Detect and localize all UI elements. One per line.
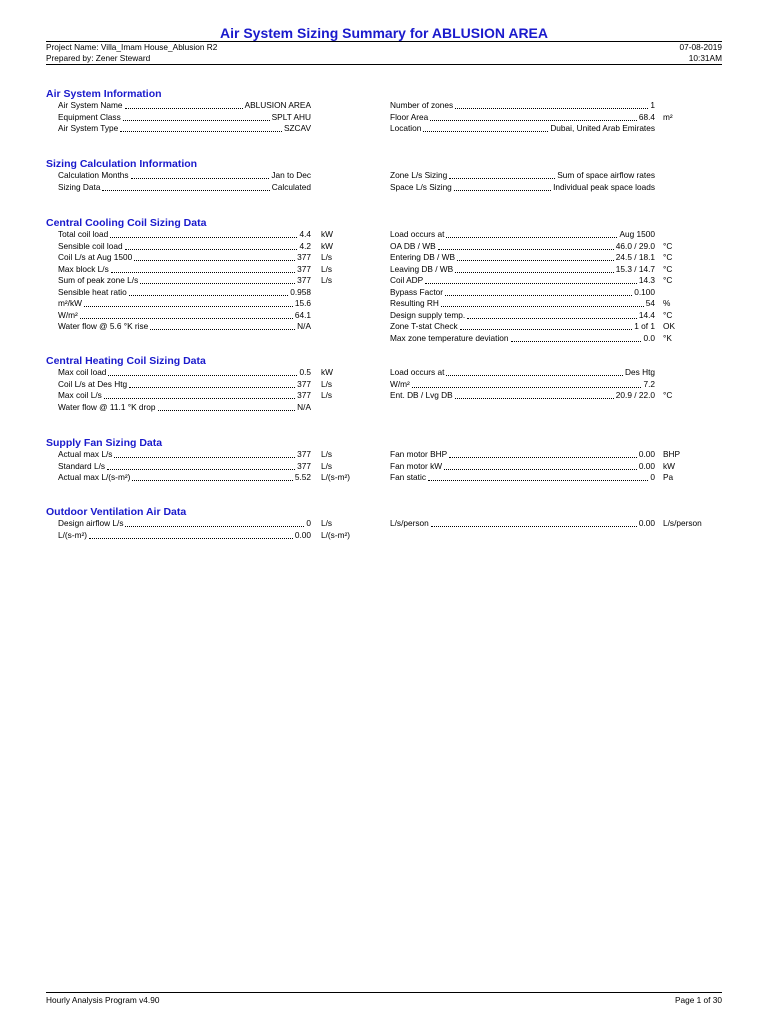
central-heating-coil-left-row [58, 379, 311, 390]
field-label: Water flow @ 11.1 °K drop [58, 401, 156, 412]
field-label: Space L/s Sizing [390, 181, 452, 192]
field-label: Max block L/s [58, 263, 109, 274]
field-value: 14.4 [638, 309, 655, 320]
header-left [46, 42, 217, 64]
central-cooling-coil-right-row [390, 275, 655, 286]
dot-leader [132, 479, 292, 481]
field-value: 377 [297, 449, 311, 459]
page-number: Page 1 of 30 [674, 995, 722, 1005]
field-value: 64.1 [294, 309, 311, 320]
field-value: 0.00 [294, 529, 311, 540]
field-label: Standard L/s [58, 460, 106, 471]
field-value: Dubai, United Arab Emirates [550, 123, 655, 133]
air-system-info-left-row [58, 123, 311, 134]
dot-leader [129, 386, 295, 388]
field-value: 46.0 / 29.0 [615, 240, 655, 251]
field-label: Zone T-stat Check [390, 321, 458, 331]
field-label: Resulting RH [390, 298, 439, 308]
field-label: W/m² [58, 309, 78, 320]
field-label: Equipment Class [58, 111, 121, 122]
dot-leader [412, 386, 642, 388]
dot-leader [107, 468, 295, 470]
field-value: Calculated [271, 181, 311, 192]
field-value: 0.00 [638, 518, 655, 528]
field-value: 14.3 [638, 275, 655, 285]
dot-leader [80, 317, 293, 319]
field-unit: kW [321, 229, 333, 239]
dot-leader [131, 177, 270, 179]
field-label: Fan motor BHP [390, 449, 448, 459]
field-value: 15.6 [294, 298, 311, 308]
field-value: 68.4 [638, 111, 655, 122]
field-value: 0.100 [634, 286, 655, 297]
central-cooling-coil-right-row [390, 298, 655, 309]
field-value: 54 [645, 298, 655, 308]
air-system-info-right-row [390, 100, 655, 111]
field-value: 0 [650, 472, 655, 482]
dot-leader [125, 248, 298, 250]
field-value: 20.9 / 22.0 [615, 390, 655, 400]
central-heating-coil-right-row [390, 390, 655, 401]
field-value: SPLT AHU [271, 111, 311, 122]
dot-leader [446, 374, 623, 376]
central-cooling-coil-right-row [390, 241, 655, 252]
field-label: Leaving DB / WB [390, 263, 454, 274]
field-label: Load occurs at [390, 229, 445, 239]
header-top-rule [46, 41, 722, 42]
supply-fan-right-row [390, 449, 655, 460]
field-value: Jan to Dec [271, 170, 311, 180]
dot-leader [134, 259, 295, 261]
field-value: 24.5 / 18.1 [615, 252, 655, 262]
section-title-central-heating-coil: Central Heating Coil Sizing Data [46, 355, 206, 367]
field-label: Max zone temperature deviation [390, 332, 509, 343]
prepared-by: Prepared by: Zener Steward [46, 53, 151, 63]
dot-leader [430, 119, 637, 121]
section-title-supply-fan: Supply Fan Sizing Data [46, 437, 163, 449]
outdoor-ventilation-right-row [390, 518, 655, 529]
field-label: Sensible heat ratio [58, 286, 127, 297]
central-cooling-coil-left-row [58, 298, 311, 309]
field-value: 0.00 [638, 460, 655, 471]
dot-leader [446, 236, 617, 238]
field-label: Entering DB / WB [390, 252, 456, 262]
dot-leader [89, 537, 293, 539]
field-unit: °C [663, 240, 673, 251]
field-value: SZCAV [283, 123, 311, 133]
program-name: Hourly Analysis Program v4.90 [46, 995, 160, 1005]
dot-leader [120, 130, 282, 132]
central-cooling-coil-right-row [390, 333, 655, 344]
field-unit: m² [663, 111, 673, 122]
field-label: Total coil load [58, 229, 109, 239]
field-value: 377 [297, 252, 311, 262]
field-unit: OK [663, 321, 675, 331]
dot-leader [445, 294, 632, 296]
field-unit: L/s [321, 518, 333, 528]
dot-leader [441, 305, 644, 307]
field-unit: °C [663, 263, 673, 274]
field-label: Sum of peak zone L/s [58, 275, 139, 285]
field-value: 4.4 [299, 229, 311, 239]
dot-leader [104, 397, 295, 399]
field-label: Location [390, 123, 422, 133]
dot-leader [114, 456, 295, 458]
field-unit: L/s [321, 460, 333, 471]
central-cooling-coil-left-row [58, 252, 311, 263]
central-cooling-coil-right-row [390, 287, 655, 298]
field-value: 377 [297, 263, 311, 274]
outdoor-ventilation-left-row [58, 530, 311, 541]
field-value: Aug 1500 [619, 229, 655, 239]
central-heating-coil-right-row [390, 367, 655, 378]
report-title: Air System Sizing Summary for ABLUSION AREA [219, 25, 549, 41]
field-unit: °C [663, 275, 673, 285]
field-label: Fan motor kW [390, 460, 443, 471]
dot-leader [454, 189, 551, 191]
field-value: 0.0 [643, 332, 655, 343]
field-unit: kW [663, 460, 675, 471]
supply-fan-left-row [58, 461, 311, 472]
field-value: 0 [306, 518, 311, 528]
field-value: 0.5 [299, 367, 311, 377]
central-cooling-coil-left-row [58, 275, 311, 286]
sizing-calc-info-right-row [390, 182, 655, 193]
header-bottom-rule [46, 64, 722, 65]
field-value: 377 [297, 275, 311, 285]
field-label: Actual max L/s [58, 449, 113, 459]
dot-leader [150, 328, 295, 330]
field-label: Coil L/s at Aug 1500 [58, 252, 133, 262]
dot-leader [460, 328, 633, 330]
field-label: Max coil load [58, 367, 107, 377]
sizing-calc-info-left-row [58, 170, 311, 181]
dot-leader [125, 525, 304, 527]
central-heating-coil-left-row [58, 390, 311, 401]
central-cooling-coil-left-row [58, 310, 311, 321]
project-name: Project Name: Villa_Imam House_Ablusion R2 [46, 42, 218, 52]
central-cooling-coil-left-row [58, 287, 311, 298]
field-unit: L/(s-m²) [321, 472, 351, 482]
section-title-sizing-calc-info: Sizing Calculation Information [46, 158, 198, 170]
field-value: 1 of 1 [634, 321, 655, 331]
central-cooling-coil-left-row [58, 241, 311, 252]
field-value: Individual peak space loads [553, 181, 655, 192]
central-heating-coil-left-row [58, 367, 311, 378]
field-value: 377 [297, 460, 311, 471]
footer-rule [46, 992, 722, 993]
dot-leader [158, 409, 296, 411]
field-value: 0.958 [290, 286, 311, 297]
dot-leader [129, 294, 289, 296]
dot-leader [457, 259, 614, 261]
dot-leader [511, 340, 642, 342]
dot-leader [111, 271, 295, 273]
dot-leader [455, 107, 648, 109]
field-value: 377 [297, 390, 311, 400]
air-system-info-left-row [58, 112, 311, 123]
air-system-info-right-row [390, 112, 655, 123]
field-label: Max coil L/s [58, 390, 102, 400]
dot-leader [140, 282, 295, 284]
section-title-outdoor-ventilation: Outdoor Ventilation Air Data [46, 506, 187, 518]
air-system-info-right-row [390, 123, 655, 134]
field-value: 4.2 [299, 240, 311, 251]
header-right [680, 42, 722, 64]
central-cooling-coil-left-row [58, 264, 311, 275]
supply-fan-left-row [58, 449, 311, 460]
dot-leader [123, 119, 270, 121]
outdoor-ventilation-left-row [58, 518, 311, 529]
field-unit: °C [663, 252, 673, 262]
field-label: W/m² [390, 378, 410, 389]
field-value: 1 [650, 100, 655, 110]
dot-leader [467, 317, 637, 319]
field-value: 15.3 / 14.7 [615, 263, 655, 274]
field-unit: L/(s-m²) [321, 529, 351, 540]
central-cooling-coil-right-row [390, 321, 655, 332]
central-cooling-coil-right-row [390, 264, 655, 275]
air-system-info-left-row [58, 100, 311, 111]
sizing-calc-info-right-row [390, 170, 655, 181]
field-label: Design airflow L/s [58, 518, 124, 528]
dot-leader [455, 397, 614, 399]
field-label: Zone L/s Sizing [390, 170, 448, 180]
field-label: Calculation Months [58, 170, 129, 180]
field-value: Des Htg [625, 367, 655, 377]
central-heating-coil-left-row [58, 402, 311, 413]
field-unit: °C [663, 390, 673, 400]
field-label: L/s/person [390, 518, 429, 528]
field-label: Number of zones [390, 100, 454, 110]
field-unit: L/s [321, 390, 333, 400]
field-unit: % [663, 298, 671, 308]
field-value: 377 [297, 378, 311, 389]
field-unit: °C [663, 309, 673, 320]
field-value: 0.00 [638, 449, 655, 459]
dot-leader [108, 374, 297, 376]
dot-leader [125, 107, 243, 109]
central-cooling-coil-left-row [58, 229, 311, 240]
report-time: 10:31AM [688, 53, 722, 63]
field-label: Load occurs at [390, 367, 445, 377]
field-label: m²/kW [58, 298, 82, 308]
field-unit: Pa [663, 472, 674, 482]
field-label: Coil ADP [390, 275, 424, 285]
central-cooling-coil-right-row [390, 252, 655, 263]
field-value: Sum of space airflow rates [557, 170, 655, 180]
dot-leader [449, 456, 637, 458]
field-unit: L/s [321, 449, 333, 459]
field-label: OA DB / WB [390, 240, 436, 251]
supply-fan-left-row [58, 472, 311, 483]
field-label: Bypass Factor [390, 286, 444, 297]
field-unit: L/s [321, 378, 333, 389]
field-label: Air System Type [58, 123, 119, 133]
field-value: 5.52 [294, 472, 311, 482]
field-label: Sizing Data [58, 181, 101, 192]
field-label: Floor Area [390, 111, 429, 122]
central-cooling-coil-left-row [58, 321, 311, 332]
field-unit: L/s [321, 275, 333, 285]
dot-leader [449, 177, 555, 179]
field-label: Coil L/s at Des Htg [58, 378, 128, 389]
dot-leader [431, 525, 637, 527]
field-value: N/A [297, 401, 311, 412]
field-unit: kW [321, 367, 333, 377]
central-cooling-coil-right-row [390, 229, 655, 240]
section-title-central-cooling-coil: Central Cooling Coil Sizing Data [46, 217, 207, 229]
dot-leader [428, 479, 648, 481]
sizing-calc-info-left-row [58, 182, 311, 193]
field-unit: L/s [321, 252, 333, 262]
supply-fan-right-row [390, 461, 655, 472]
field-value: ABLUSION AREA [244, 100, 311, 110]
central-cooling-coil-right-row [390, 310, 655, 321]
field-value: 7.2 [643, 378, 655, 389]
dot-leader [84, 305, 293, 307]
supply-fan-right-row [390, 472, 655, 483]
field-label: Fan static [390, 472, 426, 482]
report-date: 07-08-2019 [679, 42, 722, 52]
field-label: Water flow @ 5.6 °K rise [58, 321, 149, 331]
field-label: Actual max L/(s-m²) [58, 472, 131, 482]
central-heating-coil-right-row [390, 379, 655, 390]
dot-leader [425, 282, 637, 284]
field-unit: °K [663, 332, 672, 343]
field-label: Air System Name [58, 100, 123, 110]
section-title-air-system-info: Air System Information [46, 88, 162, 100]
field-label: Ent. DB / Lvg DB [390, 390, 453, 400]
field-unit: kW [321, 240, 333, 251]
dot-leader [444, 468, 637, 470]
field-value: N/A [297, 321, 311, 331]
field-label: L/(s-m²) [58, 529, 88, 540]
dot-leader [438, 248, 614, 250]
dot-leader [102, 189, 269, 191]
field-label: Design supply temp. [390, 309, 466, 320]
field-unit: L/s [321, 263, 333, 274]
field-label: Sensible coil load [58, 240, 123, 251]
field-unit: L/s/person [663, 518, 702, 528]
dot-leader [423, 130, 548, 132]
dot-leader [110, 236, 297, 238]
field-unit: BHP [663, 449, 681, 459]
dot-leader [455, 271, 614, 273]
